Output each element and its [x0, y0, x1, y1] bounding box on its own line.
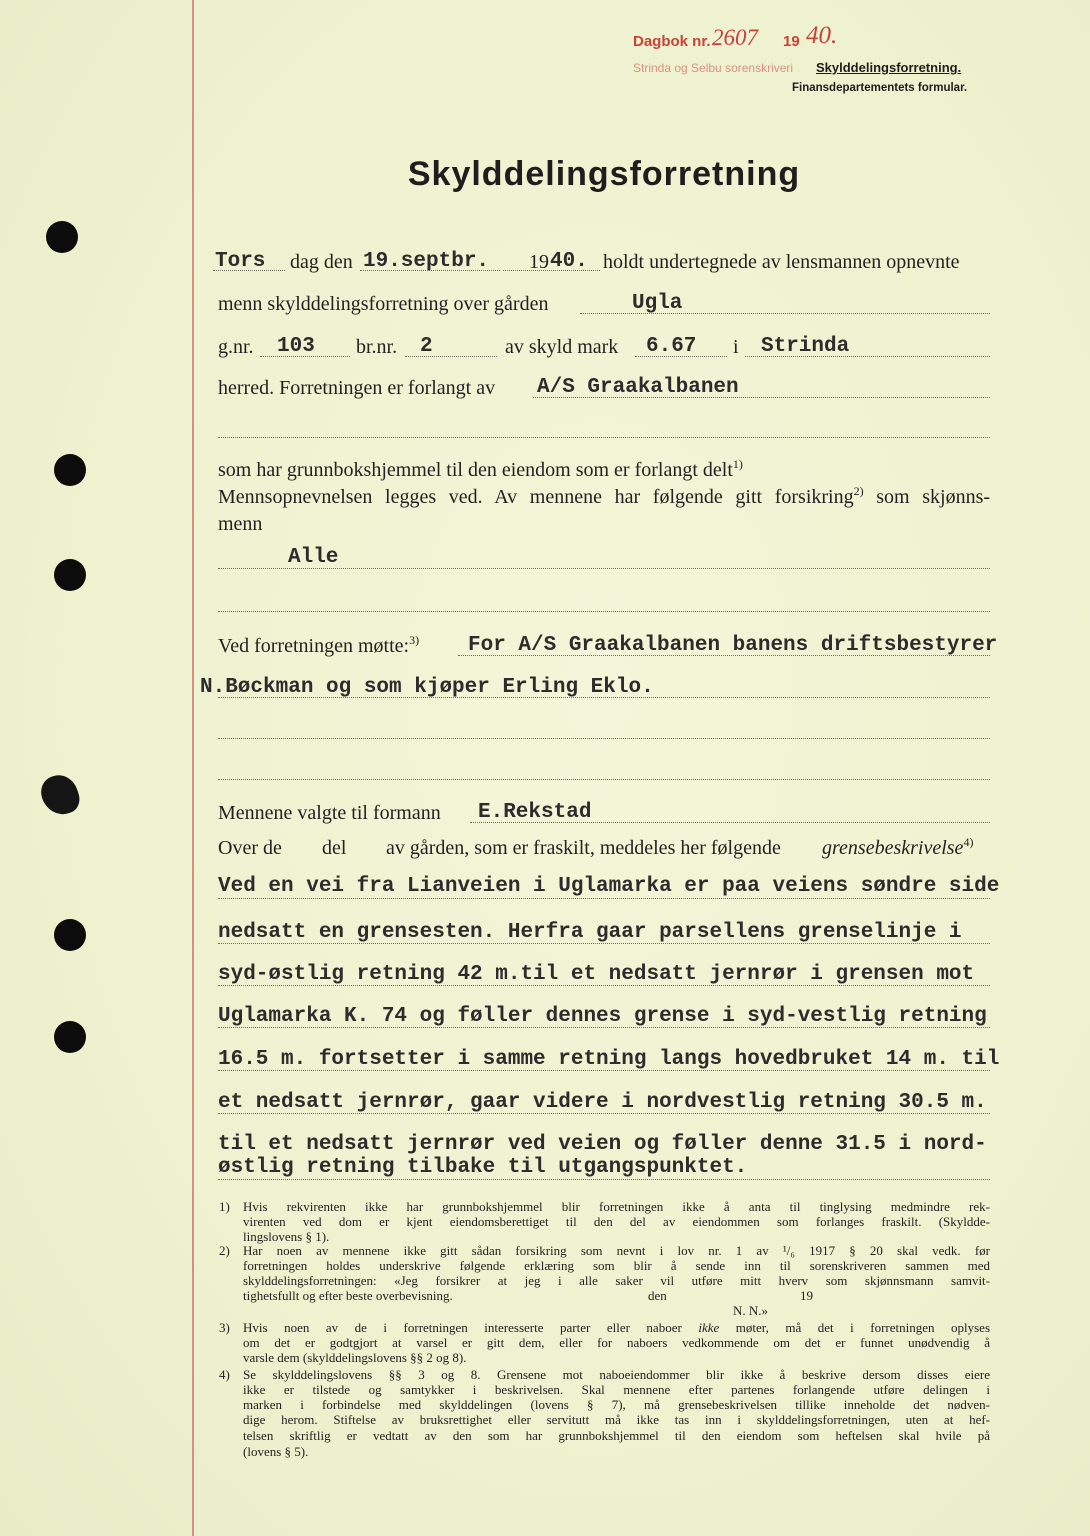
- dotted-rule: [218, 985, 990, 986]
- year-printed: 19: [529, 251, 549, 273]
- footnote-mark: 4): [219, 1367, 230, 1382]
- attendance-line-2: N.Bøckman og som kjøper Erling Eklo.: [200, 676, 654, 699]
- footnote-line: [243, 1320, 990, 1335]
- dotted-rule: [218, 1070, 990, 1071]
- footnote-line: ikke er tilstede og samtykker i beskrivelsen. Skal mennene efter partenes forlangende utføre delingen i: [243, 1382, 990, 1397]
- dotted-rule: [503, 270, 600, 271]
- dotted-rule: [745, 356, 990, 357]
- footnote-ref: 1): [732, 457, 743, 471]
- punch-hole: [54, 454, 86, 486]
- footnote-line: om det er godtgjort at varsel er gitt dem, eller for naboers vedkommende om det er funnet unødvendig å: [243, 1335, 990, 1350]
- dotted-rule: [218, 1027, 990, 1028]
- hjemmel-text: som har grunnbokshjemmel til den eiendom som er forlangt delt: [218, 459, 733, 481]
- boundary-line: østlig retning tilbake til utgangspunktet.: [218, 1156, 748, 1179]
- torn-punch-hole: [37, 770, 84, 819]
- requested-label: herred. Forretningen er forlangt av: [218, 377, 496, 399]
- farm-label: menn skylddelingsforretning over gården: [218, 293, 549, 315]
- boundary-line: 16.5 m. fortsetter i samme retning langs hovedbruket 14 m. til: [218, 1048, 1000, 1071]
- dotted-rule: [218, 437, 990, 438]
- dotted-rule: [218, 611, 990, 612]
- dotted-rule: [218, 1113, 990, 1114]
- dagbok-century: 19: [783, 33, 800, 50]
- chairman-label: Mennene valgte til formann: [218, 802, 441, 824]
- footnote-date-label: den: [648, 1288, 667, 1303]
- day-label: dag den: [290, 251, 353, 273]
- dotted-rule: [218, 1179, 990, 1180]
- footnote-ref: 2): [853, 484, 864, 498]
- over-label: Over de: [218, 837, 282, 859]
- footnote-mark: 1): [219, 1199, 230, 1214]
- skyld-label: av skyld mark: [505, 336, 619, 358]
- dagbok-label: Dagbok nr.: [633, 33, 711, 50]
- footnote-line: dige herom. Stiftelse av bruksrettighet eller servitutt må ikke tas inn i skylddelingsforretningen, uten at hef-: [243, 1412, 990, 1427]
- punch-hole: [54, 919, 86, 951]
- dotted-rule: [213, 270, 285, 271]
- page-title: Skylddelingsforretning: [407, 155, 801, 193]
- appointment-line: [218, 485, 990, 511]
- herred-value: Strinda: [761, 335, 850, 358]
- punch-hole: [46, 221, 78, 253]
- dotted-rule: [218, 898, 990, 899]
- footnote-ref: 3): [409, 633, 420, 647]
- del-label: del: [322, 837, 347, 859]
- dotted-rule: [218, 943, 990, 944]
- dotted-rule: [635, 356, 727, 357]
- date-value: 19.septbr.: [363, 250, 490, 273]
- footnote-year-label: 19: [800, 1288, 813, 1303]
- footnote-line: skylddelingsforretningen: «Jeg forsikrer at jeg i alle saker vil utføre mitt hverv som skjønnsmann samvit-: [243, 1273, 990, 1288]
- appointment-continued: menn: [218, 513, 263, 535]
- footnote-text: møter, må det i forretningen oplyses: [719, 1320, 990, 1335]
- court-stamp: Strinda og Selbu sorenskriveri: [633, 61, 794, 75]
- footnote-ref: 4): [963, 835, 974, 849]
- requested-value: A/S Graakalbanen: [537, 376, 739, 399]
- dotted-rule: [533, 397, 990, 398]
- footnote-mark: 3): [219, 1320, 230, 1335]
- footnote-text: Hvis noen av de i forretningen interesserte parter eller naboer: [243, 1320, 699, 1335]
- footnote-line: Har noen av mennene ikke gitt sådan forsikring som nevnt i lov nr. 1 av ¹/₆ 1917 § 20 skal vedk. før: [243, 1243, 990, 1258]
- dotted-rule: [360, 270, 500, 271]
- boundary-line: til et nedsatt jernrør ved veien og føller denne 31.5 i nord-: [218, 1133, 987, 1156]
- attendance-line-1: For A/S Graakalbanen banens driftsbestyrer: [468, 634, 998, 657]
- dotted-rule: [580, 313, 990, 314]
- boundary-description-heading: [822, 836, 973, 862]
- brnr-label: br.nr.: [356, 336, 398, 358]
- dotted-rule: [405, 356, 497, 357]
- dotted-rule: [260, 356, 350, 357]
- boundary-line: Ved en vei fra Lianveien i Uglamarka er paa veiens søndre side: [218, 875, 1000, 898]
- footnote-line: tighetsfullt og efter beste overbevisning.: [243, 1288, 453, 1303]
- held-text: holdt undertegnede av lensmannen opnevnte: [603, 251, 960, 273]
- gnr-label: g.nr.: [218, 336, 254, 358]
- footnote-line: virenten ved dom er kjent eiendomsberettiget til den del av eiendommen som forlanges fraskilt. (Skyldde-: [243, 1214, 990, 1229]
- weekday-value: Tors: [215, 250, 266, 273]
- footnote-line: varsle dem (skylddelingslovens §§ 2 og 8).: [243, 1350, 467, 1365]
- dotted-rule: [218, 568, 990, 569]
- boundary-intro: av gården, som er fraskilt, meddeles her følgende: [386, 837, 781, 859]
- footnote-line: marken i forbindelse med skylddelingen (lovens § 7), må grensebeskrivelsen tillike inneholde det nødven-: [243, 1397, 990, 1412]
- in-label: i: [733, 336, 739, 358]
- boundary-line: et nedsatt jernrør, gaar videre i nordvestlig retning 30.5 m.: [218, 1091, 987, 1114]
- punch-hole: [54, 1021, 86, 1053]
- footnote-signature: N. N.»: [733, 1303, 769, 1318]
- footnote-line: Se skylddelingslovens §§ 3 og 8. Grensene mot naboeiendommer blir ikke å beskrive dersom disses eiere: [243, 1367, 990, 1382]
- skyld-value: 6.67: [646, 335, 697, 358]
- hjemmel-line: [218, 458, 743, 484]
- dagbok-year: 40.: [806, 22, 838, 49]
- dagbok-number: 2607: [712, 25, 758, 50]
- footnote-line: forretningen holdes underskrive følgende erklæring som blir å sende inn til sorenskriveren sammen med: [243, 1258, 990, 1273]
- dotted-rule: [218, 779, 990, 780]
- appointment-tail: som skjønns-: [863, 486, 991, 508]
- form-issuer: Finansdepartementets formular.: [792, 82, 968, 94]
- footnote-line: Hvis rekvirenten ikke har grunnbokshjemmel blir forretningen ikke å anta til tinglysing medmindre rek-: [243, 1199, 990, 1214]
- appointment-text: Mennsopnevnelsen legges ved. Av mennene har følgende gitt forsikring: [218, 486, 854, 508]
- boundary-line: nedsatt en grensesten. Herfra gaar parsellens grenselinje i: [218, 921, 962, 944]
- attendance-label: Ved forretningen møtte:: [218, 635, 410, 657]
- red-margin-line: [192, 0, 194, 1536]
- dotted-rule: [218, 738, 990, 739]
- chairman-value: E.Rekstad: [478, 801, 592, 824]
- gnr-value: 103: [277, 335, 315, 358]
- footnote-line: (lovens § 5).: [243, 1444, 309, 1459]
- footnote-mark: 2): [219, 1243, 230, 1258]
- punch-hole: [54, 559, 86, 591]
- brnr-value: 2: [420, 335, 433, 358]
- dotted-rule: [458, 655, 990, 656]
- boundary-line: syd-østlig retning 42 m.til et nedsatt jernrør i grensen mot: [218, 963, 975, 986]
- footnote-line: telsen skriftlig er vedtatt av den som har grunnbokshjemmel til den eiendom som heftelsen skal hvile på: [243, 1428, 990, 1443]
- form-name: Skylddelingsforretning.: [816, 60, 962, 75]
- description-label: grensebeskrivelse: [822, 837, 964, 859]
- dotted-rule: [470, 822, 990, 823]
- footnote-line: lingslovens § 1).: [243, 1229, 330, 1244]
- boundary-line: Uglamarka K. 74 og føller dennes grense i syd-vestlig retning: [218, 1005, 987, 1028]
- farm-value: Ugla: [632, 292, 683, 315]
- footnote-emphasis: ikke: [698, 1320, 720, 1335]
- sworn-value: Alle: [288, 546, 339, 569]
- attendance-label-line: [218, 634, 419, 660]
- year-value: 40.: [550, 250, 588, 273]
- dotted-rule: [218, 697, 990, 698]
